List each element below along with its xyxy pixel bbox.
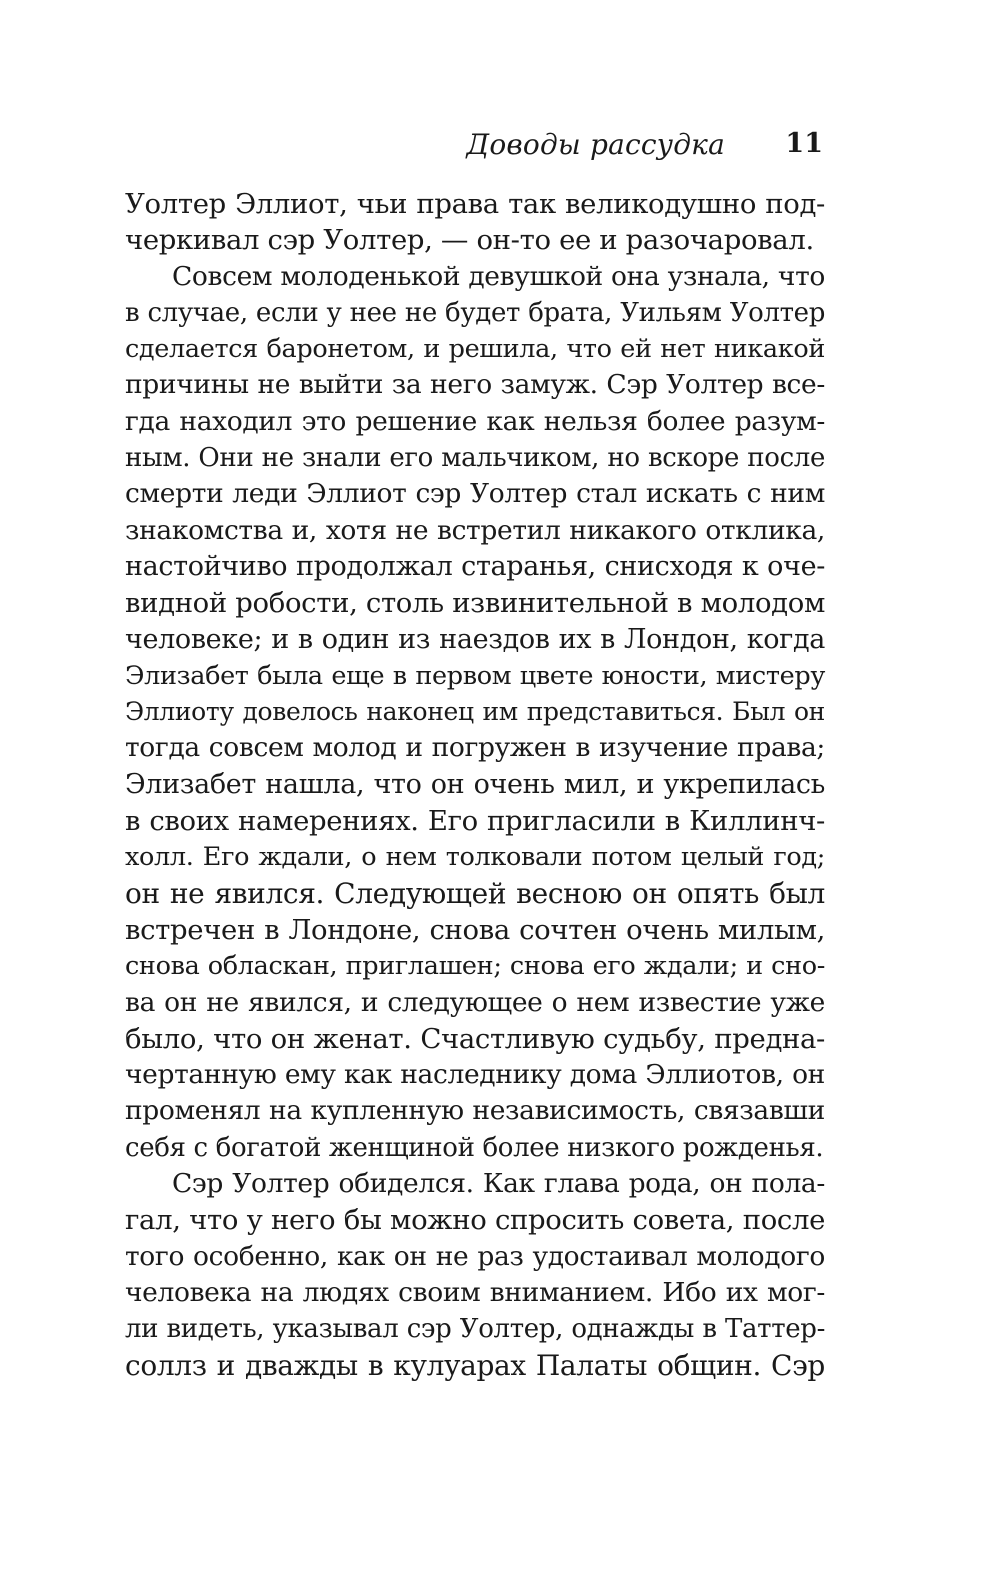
text-line: черкивал сэр Уолтер, — он-то ее и разочаровал. xyxy=(125,224,814,257)
text-line: Эллиоту довелось наконец им представиться. Был он xyxy=(125,697,825,727)
text-line: знакомства и, хотя не встретил никакого отклика, xyxy=(125,514,825,546)
text-line: променял на купленную независимость, связавши xyxy=(125,1095,825,1127)
text-line: смерти леди Эллиот сэр Уолтер стал искать с ним xyxy=(125,478,825,510)
text-line: Элизабет нашла, что он очень мил, и укрепилась xyxy=(125,768,825,800)
text-line: причины не выйти за него замуж. Сэр Уолтер все- xyxy=(125,369,825,401)
text-line: соллз и дважды в кулуарах Палаты общин. Сэр xyxy=(125,1348,825,1382)
text-line: снова обласкан, приглашен; снова его ждали; и сно- xyxy=(125,951,825,982)
text-line: ли видеть, указывал сэр Уолтер, однажды в Таттер- xyxy=(125,1314,825,1345)
text-line: в своих намерениях. Его пригласили в Киллинч- xyxy=(125,805,825,838)
running-title: Доводы рассудка xyxy=(466,128,725,161)
text-line: Сэр Уолтер обиделся. Как глава рода, он пола- xyxy=(172,1168,825,1200)
page-number: 11 xyxy=(785,128,823,159)
text-line: себя с богатой женщиной более низкого рожденья. xyxy=(125,1132,824,1163)
text-line: сделается баронетом, и решила, что ей нет никакой xyxy=(125,334,825,365)
text-line: гал, что у него бы можно спросить совета, после xyxy=(125,1204,825,1237)
text-line: встречен в Лондоне, снова сочтен очень милым, xyxy=(125,913,825,946)
running-head xyxy=(125,128,825,168)
text-line: тогда совсем молод и погружен в изучение права; xyxy=(125,732,825,764)
text-line: видной робости, столь извинительной в молодом xyxy=(125,587,825,620)
text-line: настойчиво продолжал старанья, снисходя к оче- xyxy=(125,550,825,582)
text-line: гда находил это решение как нельзя более разум- xyxy=(125,405,825,437)
text-line: ва он не явился, и следующее о нем известие уже xyxy=(125,986,825,1018)
text-line: было, что он женат. Счастливую судьбу, предна- xyxy=(125,1022,825,1055)
text-line: Элизабет была еще в первом цвете юности, мистеру xyxy=(125,660,825,691)
text-line: Уолтер Эллиот, чьи права так великодушно под- xyxy=(125,188,825,220)
text-line: чертанную ему как наследнику дома Эллиотов, он xyxy=(125,1059,825,1091)
text-line: Совсем молоденькой девушкой она узнала, что xyxy=(172,260,825,292)
text-line: человека на людях своим вниманием. Ибо их мог- xyxy=(125,1276,825,1308)
text-line: холл. Его ждали, о нем толковали потом целый год; xyxy=(125,842,825,873)
body-text xyxy=(125,186,825,1384)
text-line: в случае, если у нее не будет брата, Уильям Уолтер xyxy=(125,297,825,328)
text-line: он не явился. Следующей весною он опять был xyxy=(125,876,825,910)
text-line: того особенно, как он не раз удостаивал молодого xyxy=(125,1240,825,1272)
text-line: человеке; и в один из наездов их в Лондон, когда xyxy=(125,623,825,655)
text-line: ным. Они не знали его мальчиком, но вскоре после xyxy=(125,443,825,474)
